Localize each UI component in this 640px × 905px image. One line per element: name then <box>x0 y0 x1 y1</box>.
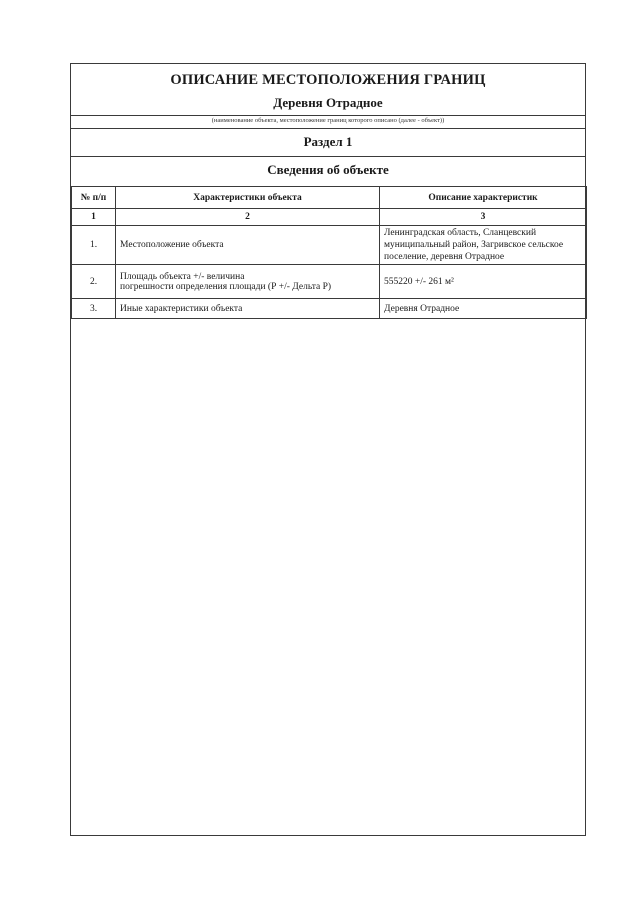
object-name: Деревня Отрадное <box>273 95 383 110</box>
row-number: 2. <box>72 265 116 299</box>
column-header-characteristic: Характеристики объекта <box>116 187 380 209</box>
column-header-number: № п/п <box>72 187 116 209</box>
column-number: 1 <box>72 209 116 226</box>
object-underline <box>71 115 585 116</box>
row-number: 3. <box>72 299 116 319</box>
table-row <box>72 226 587 265</box>
info-title: Сведения об объекте <box>267 162 389 177</box>
section-title: Раздел 1 <box>303 134 353 149</box>
object-info-table <box>71 186 587 319</box>
row-description: Ленинградская область, Сланцевский муниципальный район, Загривское сельское поселение, деревня Отрадное <box>380 226 587 265</box>
row-description: Деревня Отрадное <box>380 299 587 319</box>
column-number-row <box>72 209 587 226</box>
object-caption: (наименование объекта, местоположение границ которого описано (далее - объект)) <box>211 117 445 124</box>
row-characteristic-line: Площадь объекта +/- величина <box>120 271 245 282</box>
row-number: 1. <box>72 226 116 265</box>
table-row <box>72 299 587 319</box>
column-number: 2 <box>116 209 380 226</box>
row-characteristic: Местоположение объекта <box>116 226 380 265</box>
table-row <box>72 265 587 299</box>
row-characteristic: Иные характеристики объекта <box>116 299 380 319</box>
column-header-description: Описание характеристик <box>380 187 587 209</box>
divider <box>71 128 585 129</box>
row-description: 555220 +/- 261 м² <box>380 265 587 299</box>
row-characteristic <box>116 265 380 299</box>
document-title: ОПИСАНИЕ МЕСТОПОЛОЖЕНИЯ ГРАНИЦ <box>170 72 486 88</box>
table-header-row <box>72 187 587 209</box>
document-frame <box>70 63 586 836</box>
column-number: 3 <box>380 209 587 226</box>
row-characteristic-line: погрешности определения площади (Р +/- Дельта Р) <box>120 281 332 292</box>
divider <box>71 156 585 157</box>
